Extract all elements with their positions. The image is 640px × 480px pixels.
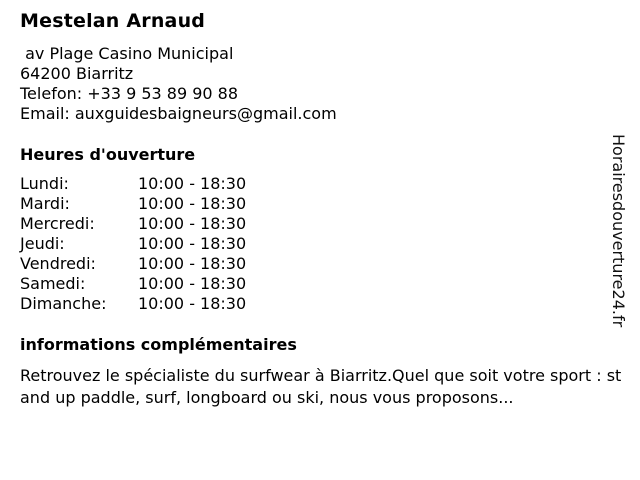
day-label: Samedi: bbox=[20, 274, 86, 293]
time-range: 10:00 - 18:30 bbox=[138, 254, 247, 273]
time-range: 10:00 - 18:30 bbox=[138, 214, 247, 233]
additional-info-heading: informations complémentaires bbox=[20, 335, 297, 354]
hours-row-sunday bbox=[20, 294, 246, 314]
hours-row-monday bbox=[20, 174, 246, 194]
business-name: Mestelan Arnaud bbox=[20, 10, 206, 32]
address-street: av Plage Casino Municipal bbox=[20, 44, 234, 63]
hours-row-thursday bbox=[20, 234, 246, 254]
day-label: Mercredi: bbox=[20, 214, 95, 233]
additional-info-text: Retrouvez le spécialiste du surfwear à Biarritz.Quel que soit votre sport : stand up paddle, surf, longboard ou ski, nous vous proposons... bbox=[20, 366, 622, 407]
day-label: Dimanche: bbox=[20, 294, 107, 313]
time-range: 10:00 - 18:30 bbox=[138, 294, 247, 313]
site-watermark bbox=[598, 134, 640, 344]
day-label: Jeudi: bbox=[20, 234, 65, 253]
time-range: 10:00 - 18:30 bbox=[138, 234, 247, 253]
time-range: 10:00 - 18:30 bbox=[138, 274, 247, 293]
contact-block bbox=[20, 44, 337, 124]
watermark-text: Horairesdouverture24.fr bbox=[609, 134, 628, 328]
address-city: 64200 Biarritz bbox=[20, 64, 134, 83]
hours-row-saturday bbox=[20, 274, 246, 294]
day-label: Lundi: bbox=[20, 174, 69, 193]
time-range: 10:00 - 18:30 bbox=[138, 174, 247, 193]
time-range: 10:00 - 18:30 bbox=[138, 194, 247, 213]
hours-row-tuesday bbox=[20, 194, 246, 214]
phone-number[interactable]: Telefon: +33 9 53 89 90 88 bbox=[20, 84, 239, 103]
hours-row-friday bbox=[20, 254, 246, 274]
opening-hours-heading: Heures d'ouverture bbox=[20, 145, 196, 164]
day-label: Mardi: bbox=[20, 194, 70, 213]
email-address[interactable]: Email: auxguidesbaigneurs@gmail.com bbox=[20, 104, 337, 123]
day-label: Vendredi: bbox=[20, 254, 96, 273]
hours-row-wednesday bbox=[20, 214, 246, 234]
opening-hours-list bbox=[20, 174, 246, 314]
